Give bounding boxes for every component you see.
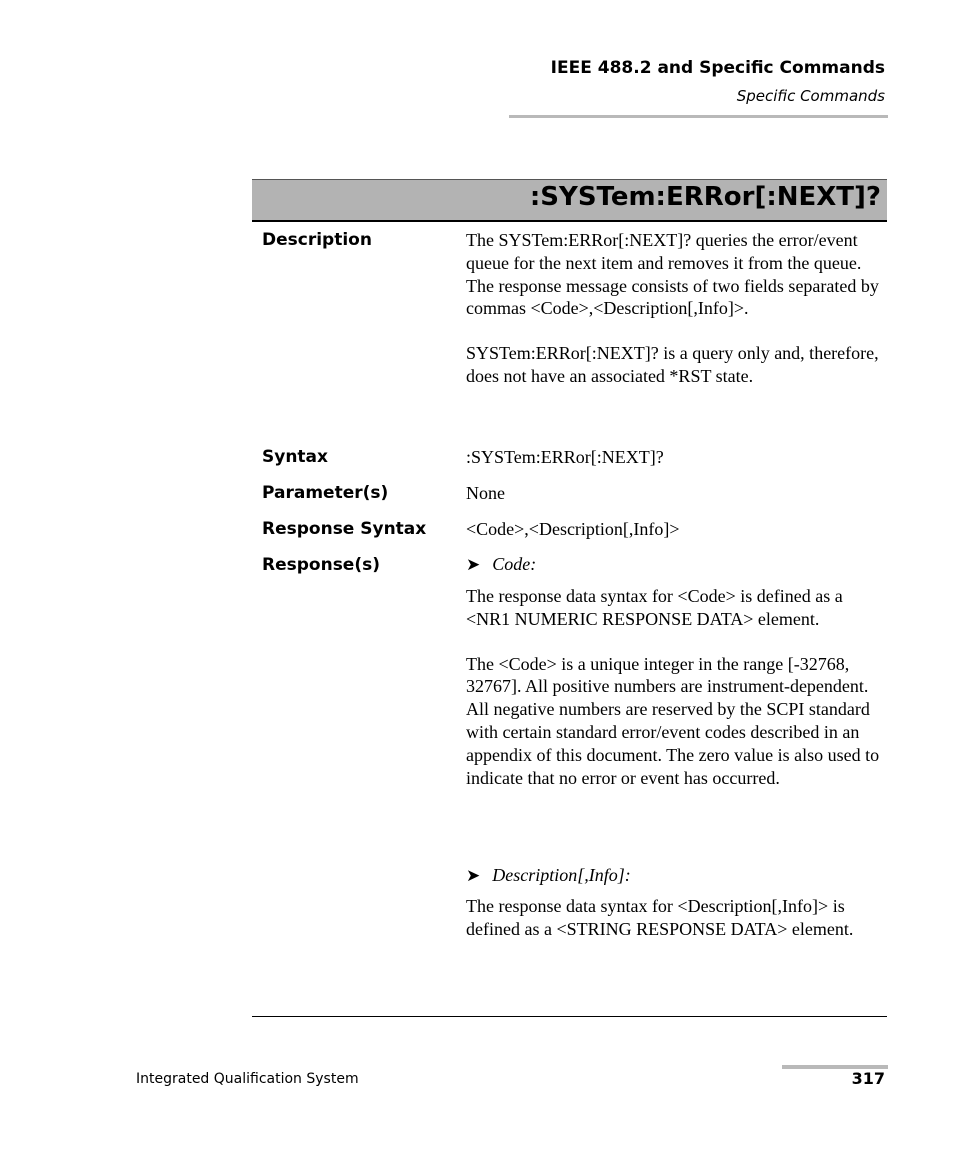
responses-label: Response(s) <box>262 555 380 575</box>
command-title-bar <box>252 179 887 222</box>
running-header-subtitle: Specific Commands <box>736 87 885 105</box>
code-paragraph-1: The response data syntax for <Code> is defined as a <NR1 NUMERIC RESPONSE DATA> element. <box>466 586 843 629</box>
code-paragraph-2: The <Code> is a unique integer in the range [-32768, 32767]. All positive numbers are instrument-dependent. All negative numbers are reserved by the SCPI standard with certain standard error/event codes described in an appendix of this document. The zero value is also used to indicate that no error or event has occurred. <box>466 653 880 788</box>
description-info-description <box>466 895 886 941</box>
header-rule <box>509 115 888 118</box>
bullet-code-title: Code: <box>492 554 537 574</box>
bullet-arrow-icon: ➤ <box>466 555 481 575</box>
bullet-code <box>466 554 536 575</box>
bullet-arrow-icon: ➤ <box>466 866 481 886</box>
footer-product-name: Integrated Qualification System <box>136 1071 359 1087</box>
description-paragraph-1: The SYSTem:ERRor[:NEXT]? queries the error/event queue for the next item and removes it from the queue. The response message consists of two fields separated by commas <Code>,<Description[,Info]>. <box>466 230 879 319</box>
bullet-description-info-title: Description[,Info]: <box>492 865 631 885</box>
syntax-label: Syntax <box>262 447 328 467</box>
description-info-paragraph-1: The response data syntax for <Description[,Info]> is defined as a <STRING RESPONSE DATA> element. <box>466 896 854 939</box>
table-bottom-rule <box>252 1016 887 1017</box>
command-title: :SYSTem:ERRor[:NEXT]? <box>529 182 881 212</box>
parameters-label: Parameter(s) <box>262 483 389 503</box>
syntax-value: :SYSTem:ERRor[:NEXT]? <box>466 447 664 467</box>
page-number: 317 <box>851 1069 885 1088</box>
description-label: Description <box>262 230 372 250</box>
response-syntax-value: <Code>,<Description[,Info]> <box>466 519 680 539</box>
running-header-title: IEEE 488.2 and Specific Commands <box>550 58 885 78</box>
description-paragraph-2: SYSTem:ERRor[:NEXT]? is a query only and, therefore, does not have an associated *RST state. <box>466 343 879 386</box>
response-syntax-label: Response Syntax <box>262 519 427 539</box>
bullet-description-info <box>466 865 631 886</box>
description-value <box>466 229 886 388</box>
code-description <box>466 585 886 789</box>
parameters-value: None <box>466 483 505 503</box>
